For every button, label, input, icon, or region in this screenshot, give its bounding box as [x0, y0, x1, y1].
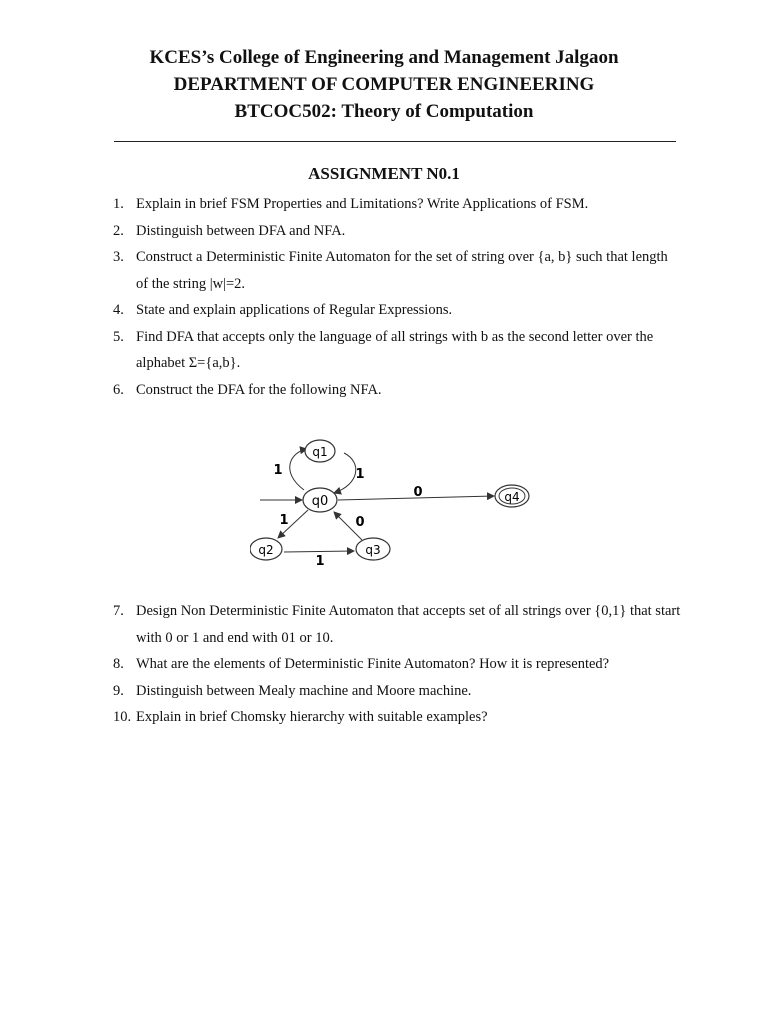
question-text: Explain in brief FSM Properties and Limitations? Write Applications of FSM. [136, 196, 589, 212]
question-number: 10. [113, 709, 132, 725]
label-q3-q0: 0 [355, 515, 365, 530]
state-label-q4: q4 [504, 490, 520, 504]
question-list-part-2 [113, 598, 683, 731]
question-text: Explain in brief Chomsky hierarchy with suitable examples? [136, 709, 488, 725]
question-text: Construct the DFA for the following NFA. [136, 381, 382, 398]
question-number: 3. [113, 249, 124, 265]
label-q1-q0: 1 [355, 467, 365, 482]
state-label-q3: q3 [365, 543, 381, 557]
assignment-title: ASSIGNMENT N0.1 [308, 164, 460, 183]
question-text: What are the elements of Deterministic Finite Automaton? How it is represented? [136, 656, 610, 672]
state-label-q2: q2 [258, 543, 274, 557]
label-q0-q4: 0 [413, 485, 423, 500]
edge-q1-q0 [334, 453, 356, 493]
course-title: BTCOC502: Theory of Computation [234, 101, 534, 122]
question-text: Distinguish between Mealy machine and Moore machine. [136, 682, 472, 699]
state-label-q0: q0 [311, 494, 329, 509]
question-number: 6. [113, 381, 124, 398]
label-q0-q1: 1 [273, 463, 283, 478]
label-q2-q3: 1 [315, 554, 325, 569]
question-item [113, 704, 683, 731]
question-number: 2. [113, 222, 124, 239]
question-number: 4. [113, 302, 124, 318]
question-item [113, 191, 683, 218]
question-item [113, 218, 683, 245]
state-label-q1: q1 [312, 445, 328, 459]
department-name: DEPARTMENT OF COMPUTER ENGINEERING [173, 74, 595, 95]
nfa-diagram [250, 432, 540, 572]
question-number: 1. [113, 196, 124, 212]
question-item [113, 297, 683, 324]
question-number: 5. [113, 328, 124, 345]
question-text: Distinguish between DFA and NFA. [136, 222, 346, 239]
question-text: Find DFA that accepts only the language of all strings with b as the second letter over the alphabet Σ={a,b}. [136, 328, 654, 371]
question-text: State and explain applications of Regular Expressions. [136, 302, 453, 318]
question-item [113, 324, 683, 377]
nfa-diagram-svg [250, 432, 540, 572]
question-number: 8. [113, 656, 124, 672]
question-number: 9. [113, 682, 124, 699]
label-q0-q2: 1 [279, 513, 289, 528]
college-name: KCES’s College of Engineering and Management Jalgaon [149, 47, 619, 68]
question-item [113, 377, 683, 404]
edge-q2-q3 [284, 551, 354, 552]
question-text: Design Non Deterministic Finite Automaton that accepts set of all strings over {0,1} that start with 0 or 1 and end with 01 or 10. [136, 603, 681, 646]
question-item [113, 678, 683, 705]
question-item [113, 651, 683, 678]
question-list-part-1 [113, 191, 683, 403]
question-item [113, 598, 683, 651]
document-header [0, 44, 768, 125]
header-divider [114, 141, 676, 142]
edge-q0-q1 [290, 449, 307, 490]
question-item [113, 244, 683, 297]
question-number: 7. [113, 603, 124, 619]
question-text: Construct a Deterministic Finite Automaton for the set of string over {a, b} such that length of the string |w|=2. [136, 249, 668, 292]
